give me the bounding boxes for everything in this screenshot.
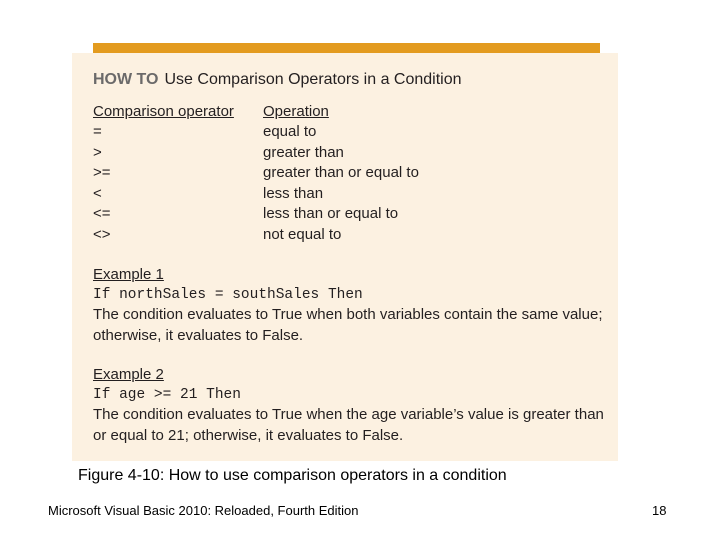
howto-tag: HOW TO bbox=[93, 71, 159, 88]
operator-operation: greater than or equal to bbox=[263, 164, 419, 182]
example-1-code: If northSales = southSales Then bbox=[93, 287, 363, 303]
example-2-heading: Example 2 bbox=[93, 366, 164, 383]
operator-symbol: <> bbox=[93, 225, 111, 243]
example-1 bbox=[93, 265, 608, 346]
example-1-text: The condition evaluates to True when both variables contain the same value; otherwise, it evaluates to False. bbox=[93, 306, 603, 344]
example-2 bbox=[93, 365, 608, 446]
column-header-operation: Operation bbox=[263, 103, 329, 120]
operator-symbol: = bbox=[93, 123, 102, 140]
operator-symbol: > bbox=[93, 143, 102, 161]
example-1-heading: Example 1 bbox=[93, 266, 164, 283]
operator-operation-list bbox=[263, 122, 419, 246]
operator-symbol: < bbox=[93, 184, 102, 202]
operator-operation: equal to bbox=[263, 123, 317, 140]
operator-symbol-list bbox=[93, 122, 111, 246]
figure-caption: Figure 4-10: How to use comparison operators in a condition bbox=[78, 467, 507, 484]
footer-book-title: Microsoft Visual Basic 2010: Reloaded, Fourth Edition bbox=[48, 503, 359, 518]
operator-operation: less than bbox=[263, 184, 324, 202]
howto-title-row bbox=[93, 70, 462, 90]
operator-operation: not equal to bbox=[263, 225, 342, 243]
operator-operation: greater than bbox=[263, 143, 344, 161]
footer-page-number: 18 bbox=[652, 503, 667, 518]
operator-symbol: <= bbox=[93, 205, 111, 223]
howto-title: Use Comparison Operators in a Condition bbox=[164, 71, 462, 88]
column-header-operator: Comparison operator bbox=[93, 103, 234, 120]
example-2-text: The condition evaluates to True when the age variable’s value is greater than or equal to 21; otherwise, it evaluates to False. bbox=[93, 406, 604, 444]
operator-operation: less than or equal to bbox=[263, 205, 399, 223]
operator-symbol: >= bbox=[93, 164, 111, 182]
example-2-code: If age >= 21 Then bbox=[93, 387, 241, 403]
